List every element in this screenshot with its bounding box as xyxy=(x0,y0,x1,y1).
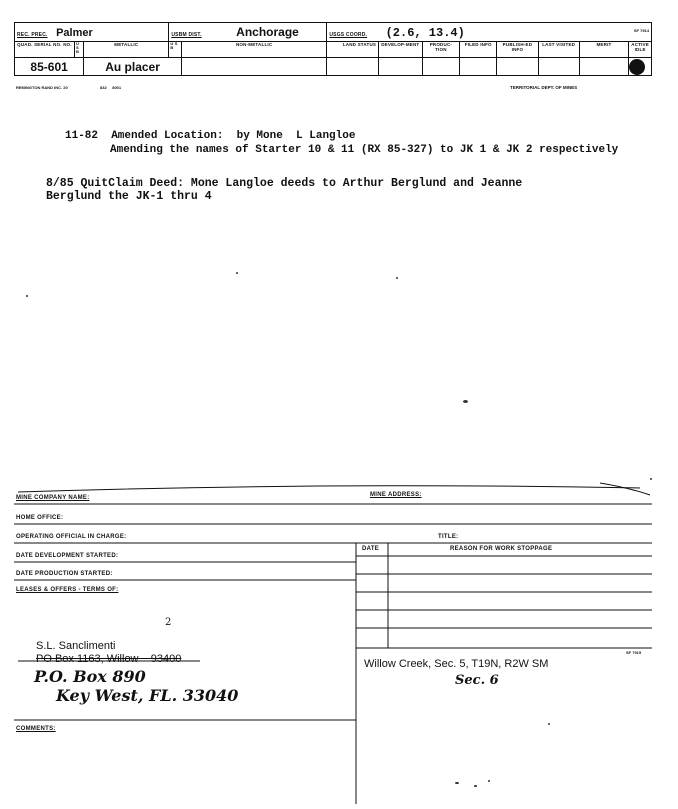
territorial-dept: TERRITORIAL DEPT. OF MINES xyxy=(510,85,578,90)
entry1-line2: Amending the names of Starter 10 & 11 (RX 85-327) to JK 1 & JK 2 respectively xyxy=(110,144,619,156)
reason-header: REASON FOR WORK STOPPAGE xyxy=(450,546,553,552)
printer-line: REMINGTON RAND INC. 20 xyxy=(16,85,68,90)
col-non-metallic: NON-METALLIC xyxy=(181,42,326,58)
col-land-status: LAND STATUS xyxy=(327,42,379,58)
location: Willow Creek, Sec. 5, T19N, R2W SM xyxy=(364,658,549,670)
location-handwritten: Sec. 6 xyxy=(455,673,499,688)
metallic-value: Au placer xyxy=(84,58,182,76)
mine-company-name-label: MINE COMPANY NAME: xyxy=(16,495,90,501)
form-number-top: SF 7914 xyxy=(633,28,649,33)
col-filed-info: FILED INFO xyxy=(460,42,497,58)
usgs-coord-value: (2.6, 13.4) xyxy=(385,26,465,40)
speck xyxy=(455,782,459,784)
col-usb-2: U S B xyxy=(169,42,182,58)
usgs-coord-label: USGS COORD. xyxy=(329,32,368,38)
speck xyxy=(488,780,490,782)
printer-code-1: 832 8001 xyxy=(100,85,122,90)
owner-old-address: PO Box 1163, Willow 93400 xyxy=(36,653,182,665)
rec-prec-label: REC. PREC. xyxy=(17,32,48,38)
serial-value: 85-601 xyxy=(15,58,84,76)
owner-name: S.L. Sanclimenti xyxy=(36,640,116,652)
entry2-line1: 8/85 QuitClaim Deed: Mone Langloe deeds to Arthur Berglund and Jeanne xyxy=(46,177,523,190)
usbm-dist-value: Anchorage xyxy=(236,25,299,39)
col-published-info: PUBLISH-ED INFO xyxy=(497,42,538,58)
date-production-started-label: DATE PRODUCTION STARTED: xyxy=(16,571,113,577)
col-development: DEVELOP-MENT xyxy=(379,42,422,58)
entry2-line2: Berglund the JK-1 thru 4 xyxy=(46,190,212,203)
page-mark: 2 xyxy=(165,617,172,628)
mine-address-label: MINE ADDRESS: xyxy=(370,492,422,498)
col-active-idle: ACTIVE IDLE xyxy=(629,42,652,58)
operating-official-label: OPERATING OFFICIAL IN CHARGE: xyxy=(16,534,127,540)
speck xyxy=(548,723,550,725)
speck xyxy=(474,785,477,787)
owner-new-address-2: Key West, FL. 33040 xyxy=(56,686,239,705)
comments-label: COMMENTS: xyxy=(16,726,56,732)
entry1-line1: 11-82 Amended Location: by Mone L Langloe xyxy=(65,130,356,142)
usbm-dist-label: USBM DIST. xyxy=(171,32,202,38)
leases-offers-label: LEASES & OFFERS - TERMS OF: xyxy=(16,587,119,593)
rec-prec-value: Palmer xyxy=(56,27,93,39)
col-production: PRODUC-TION xyxy=(422,42,460,58)
home-office-label: HOME OFFICE: xyxy=(16,515,64,521)
col-usb-1: U S B xyxy=(74,42,83,58)
date-header: DATE xyxy=(362,546,380,552)
owner-new-address-1: P.O. Box 890 xyxy=(34,667,146,686)
title-label: TITLE: xyxy=(438,534,459,540)
col-last-visited: LAST VISITED xyxy=(538,42,579,58)
col-quad-serial: QUAD. SERIAL NO. NO. xyxy=(15,42,75,58)
col-metallic: METALLIC xyxy=(84,42,169,58)
date-development-started-label: DATE DEVELOPMENT STARTED: xyxy=(16,553,119,559)
col-merit: MERIT xyxy=(579,42,629,58)
form-number-bottom: SF 7915 xyxy=(626,650,642,655)
